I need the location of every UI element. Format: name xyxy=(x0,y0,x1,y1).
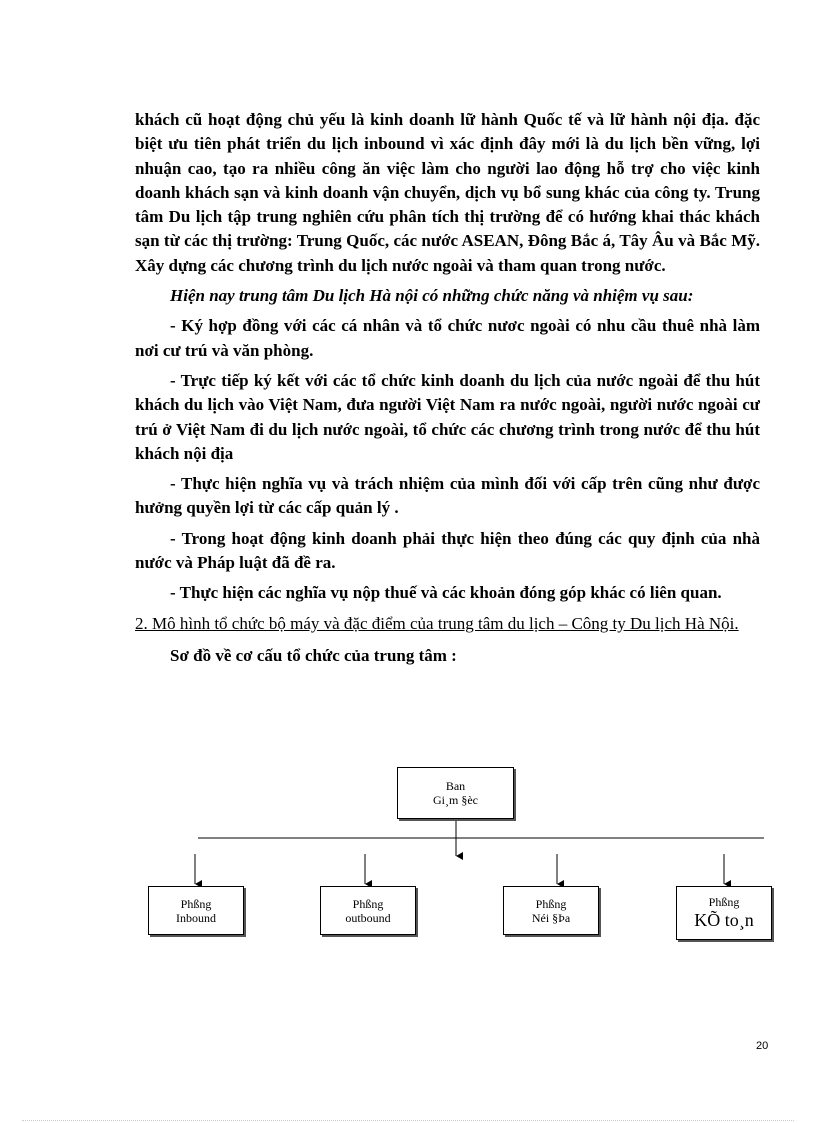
org-chart-title: Sơ đồ về cơ cấu tổ chức của trung tâm : xyxy=(170,645,457,665)
department-box-inbound xyxy=(148,886,244,935)
department-box-outbound xyxy=(320,886,416,935)
paragraph-intro: khách cũ hoạt động chủ yếu là kinh doanh lữ hành Quốc tế và lữ hành nội địa. đặc biệt ưu tiên phát triển du lịch inbound vì xác định đây mới là du lịch bền vững, lợi nhuận cao, tạo ra nhiều công ăn việc làm cho người lao động hỗ trợ cho việc kinh doanh khách sạn và kinh doanh vận chuyển, dịch vụ bổ sung khác của công ty. Trung tâm Du lịch tập trung nghiên cứu phân tích thị trường để có hướng khai thác khách sạn từ các thị trường: Trung Quốc, các nước ASEAN, Đông Bắc á, Tây Âu và Bắc Mỹ. Xây dựng các chương trình du lịch nước ngoài và tham quan trong nước. xyxy=(135,110,760,275)
board-label-line2: Gi¸m §èc xyxy=(433,793,478,807)
board-of-directors-box xyxy=(397,767,514,819)
function-item-2: - Trực tiếp ký kết với các tổ chức kinh doanh du lịch của nước ngoài để thu hút khách du lịch vào Việt Nam, đưa người Việt Nam ra nước ngoài, người nước ngoài cư trú ở Việt Nam đi du lịch nước ngoài, tổ chức các chương trình trong nước để thu hút khách nội địa xyxy=(135,370,760,463)
board-label-line1: Ban xyxy=(445,779,466,793)
page-number: 20 xyxy=(756,1040,769,1052)
function-item-4: - Trong hoạt động kinh doanh phải thực hiện theo đúng các quy định của nhà nước và Pháp luật đã đề ra. xyxy=(135,528,760,573)
department-label-line1: Phßng xyxy=(535,896,567,911)
department-label-line1: Phßng xyxy=(180,896,212,911)
function-item-3: - Thực hiện nghĩa vụ và trách nhiệm của mình đối với cấp trên cũng như được hưởng quyền lợi từ các cấp quản lý . xyxy=(135,474,760,518)
department-label-line2: Néi §Þa xyxy=(531,910,571,925)
department-label-line1: Phßng xyxy=(352,896,384,911)
page-bottom-divider xyxy=(22,1120,794,1121)
department-label-line2: KÕ to¸n xyxy=(694,910,754,930)
function-item-1: - Ký hợp đồng với các cá nhân và tổ chức nươc ngoài có nhu cầu thuê nhà làm nơi cư trú và văn phòng. xyxy=(135,316,760,360)
department-box-domestic xyxy=(503,886,599,935)
section-heading: 2. Mô hình tổ chức bộ máy và đặc điểm của trung tâm du lịch – Công ty Du lịch Hà Nội. xyxy=(135,613,739,633)
department-label-line2: Inbound xyxy=(176,910,216,925)
department-box-accounting xyxy=(676,886,772,940)
department-label-line2: outbound xyxy=(345,910,391,925)
department-label-line1: Phßng xyxy=(708,895,740,909)
function-item-5: - Thực hiện các nghĩa vụ nộp thuế và các khoản đóng góp khác có liên quan. xyxy=(170,583,722,603)
functions-title: Hiện nay trung tâm Du lịch Hà nội có những chức năng và nhiệm vụ sau: xyxy=(170,286,694,306)
